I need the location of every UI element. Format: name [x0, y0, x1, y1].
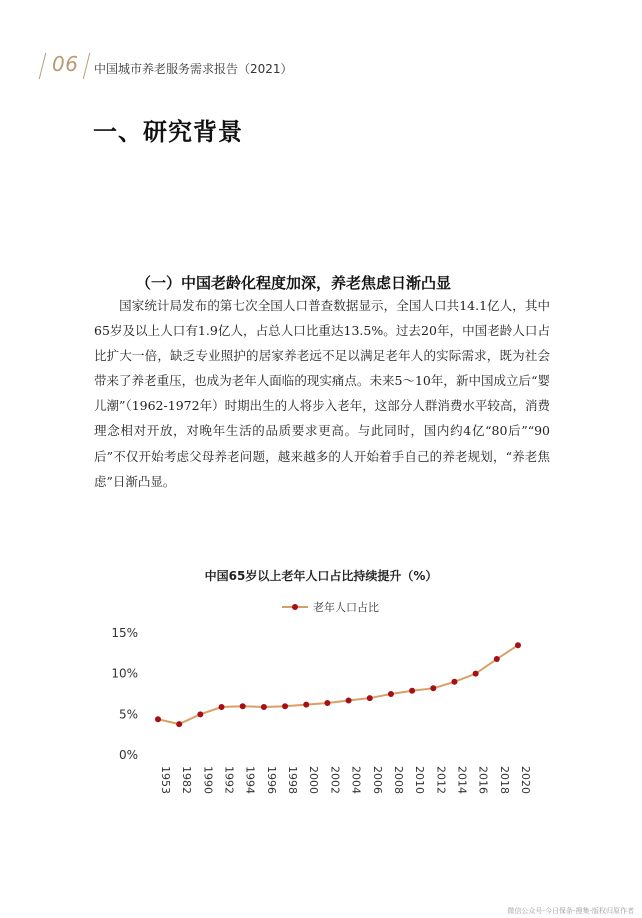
subsection-title: （一）中国老龄化程度加深，养老焦虑日渐凸显 — [136, 274, 452, 292]
x-tick-label: 2000 — [307, 766, 321, 794]
x-tick-label: 1998 — [286, 766, 300, 794]
x-tick-label: 2012 — [434, 766, 448, 794]
data-point — [303, 702, 309, 708]
y-tick-label: 0% — [118, 748, 138, 762]
y-tick-label: 15% — [111, 626, 138, 640]
data-point — [155, 716, 161, 722]
data-point — [176, 721, 182, 727]
line-chart — [0, 590, 642, 800]
legend-marker-swatch — [292, 604, 298, 610]
data-point — [282, 703, 288, 709]
data-point — [367, 695, 373, 701]
page-number: 06 — [52, 52, 79, 76]
x-tick-label: 1953 — [159, 766, 172, 794]
report-title: 中国城市养老服务需求报告（2021） — [94, 62, 293, 76]
x-tick-label: 1982 — [180, 766, 194, 794]
x-tick-label: 2020 — [519, 766, 532, 794]
data-point — [473, 671, 479, 677]
chart-title: 中国65岁以上老年人口占比持续提升（%） — [204, 569, 438, 583]
x-tick-label: 2018 — [497, 766, 511, 794]
data-point — [219, 704, 225, 710]
y-tick-label: 5% — [118, 707, 138, 722]
data-point — [451, 679, 457, 685]
chart-legend — [282, 600, 379, 614]
data-point — [430, 685, 436, 691]
x-tick-label: 1992 — [222, 766, 236, 794]
data-point — [388, 691, 394, 697]
data-point — [515, 642, 521, 648]
data-point — [409, 688, 415, 694]
data-point — [261, 704, 267, 710]
x-tick-label: 2004 — [349, 766, 363, 794]
body-paragraph: 国家统计局发布的第七次全国人口普查数据显示，全国人口共14.1亿人，其中65岁及以上人口有1.9亿人，占总人口比重达13.5%。过去20年，中国老龄人口占比扩大一倍，缺乏专业照护的居家养老远不足以满足老年人的实际需求，既为社会带来了养老重压，也成为老年人面临的现实痛点。未来5～10年，新中国成立后“婴儿潮”（1962-1972年）时期出生的人将步入老年，这部分人群消费水平较高，消费理念相对开放，对晚年生活的品质要求更高。与此同时，国内约4亿“80后”“90后”不仅开始考虑父母养老问题，越来越多的人开始着手自己的养老规划，“养老焦虑”日渐凸显。 — [94, 298, 550, 489]
data-point — [324, 700, 330, 706]
data-point — [197, 711, 203, 717]
section-title: 一、研究背景 — [93, 118, 243, 146]
legend-label: 老年人口占比 — [313, 601, 379, 614]
x-tick-label: 1990 — [201, 766, 215, 794]
watermark: 微信公众号-今日保条-搜集-版权归原作者 — [507, 907, 634, 915]
x-tick-label: 1994 — [243, 766, 257, 794]
header-slash-right — [83, 53, 90, 79]
series-line-elderly-share — [158, 645, 518, 724]
data-point — [240, 703, 246, 709]
x-tick-label: 2016 — [476, 766, 490, 794]
x-tick-label: 2008 — [391, 766, 405, 794]
y-tick-label: 10% — [111, 666, 138, 681]
x-tick-label: 2010 — [413, 766, 427, 794]
x-tick-label: 2014 — [455, 766, 469, 794]
header-slash-left — [39, 53, 46, 79]
data-point — [494, 656, 500, 662]
x-tick-label: 1996 — [264, 766, 278, 794]
x-tick-label: 2006 — [370, 766, 384, 794]
x-tick-label: 2002 — [328, 766, 342, 794]
data-point — [346, 698, 352, 704]
